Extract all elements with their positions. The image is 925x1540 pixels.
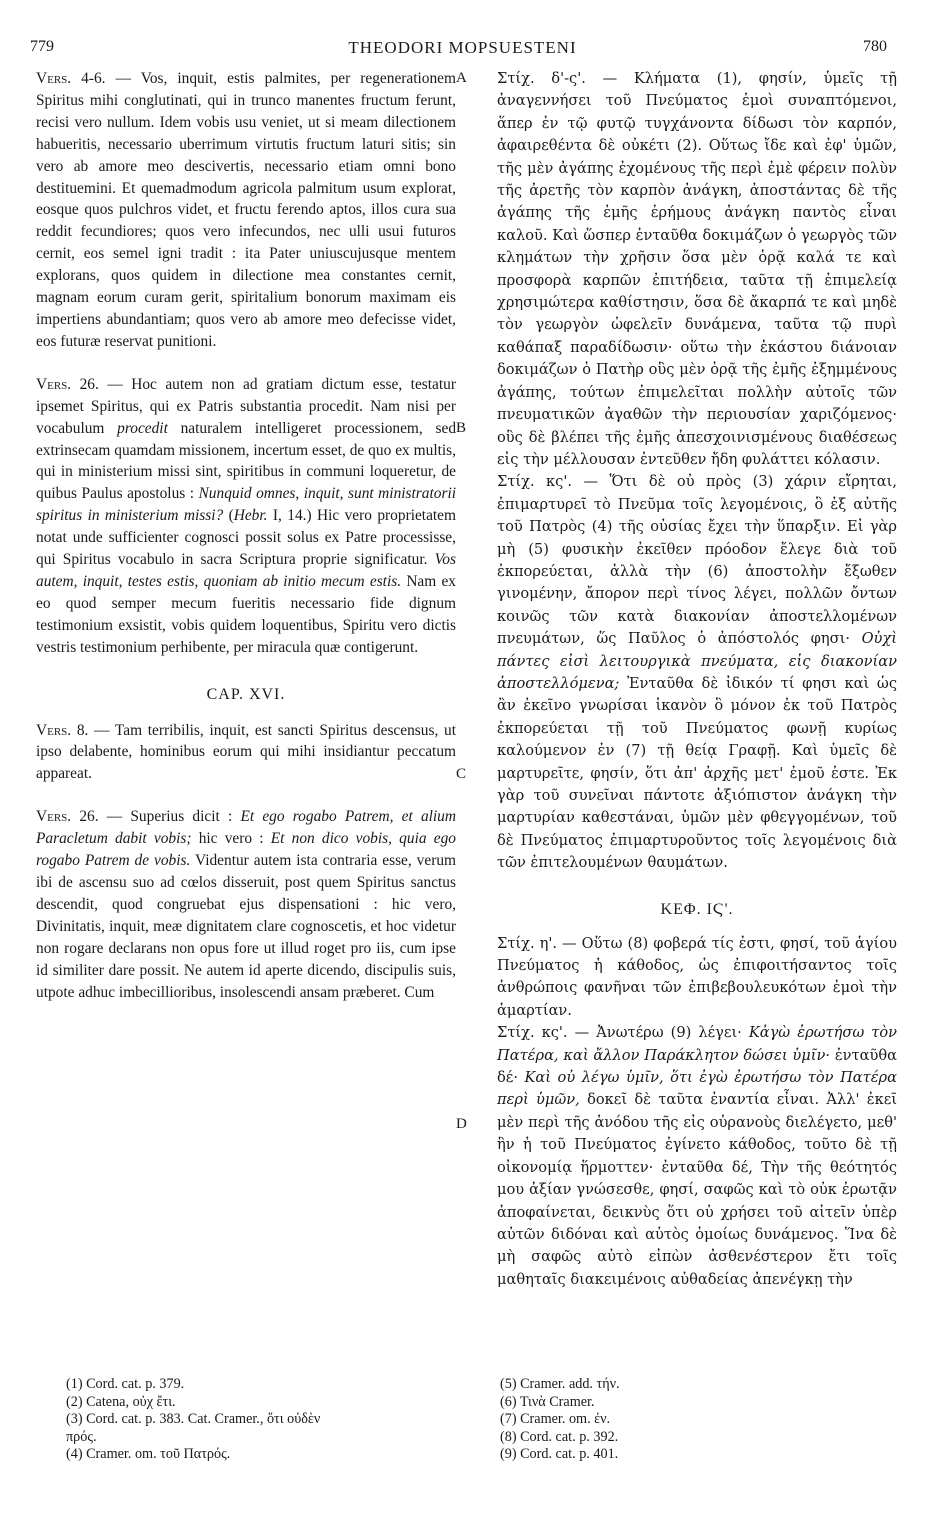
margin-marker-b: B (456, 420, 467, 436)
latin-paragraph-2 (36, 374, 456, 659)
scripture-quote: Κἀγὼ ἐρωτήσω τὸν Πατέρα, καὶ ἄλλον Παράκλητον δώσει ὑμῖν· (497, 1024, 897, 1064)
paragraph-text: Στίχ. κς'. — Ὅτι δὲ οὐ πρὸς (3) χάριν εἴρηται, ἐπιμαρτυρεῖ τὸ Πνεῦμα τοῖς λεγομένοις, ὃ ἐξ αὐτῆς τοῦ Πατρὸς (4) τῆς οὐσίας ἔχει τὴν ὕπαρξιν. Εἰ γὰρ μὴ (5) φυσικὴν ἐκεῖθεν πρόοδον ἔλεγε διὰ τοῦ ἐκπορεύεται, ἀλλὰ τὴν (6) ἀποστολὴν ἔξωθεν γινομένην, ἄπορον περὶ τίνος λέγει, πολλῶν ὄντων κοινῶς τῶν κατὰ διακονίαν ἀποστελλομένων πνευμάτων, ὥς Παῦλος ὁ ἀπόστολός φησι· (497, 473, 897, 648)
paragraph-text: Nam ex eo quod semper mecum fueritis necessario fide dignum testimonium exsistit, vobis quidem loquentibus, Spiritu vero dictis vestris testimonium perhibente, per miracula quæ contigerunt. (36, 572, 456, 656)
footnote: (2) Catena, οὐχ ἔτι. (66, 1393, 176, 1410)
footnote: (6) Τινὰ Cramer. (500, 1393, 595, 1410)
paragraph-text: Στίχ. κς'. — Ἀνωτέρω (9) λέγει· (497, 1024, 749, 1042)
paragraph-text: Videntur autem ista contraria esse, verum ibi de ascensu suo ad cœlos disseruit, post quem Spiritus sanctus descendit, quod congruebat ejus dispensationi : hic vero, Divinitatis, inquit, meæ dignitatem clare cognoscetis, et hoc videtur non rogare declarans non opus fore ut illud roget pro iis, cum ipse id similiter dare possit. Ne autem id aperte dicendo, discipulis suis, utpote adhuc imbecillioribus, insolescendi ansam præberet. Cum (36, 852, 456, 1001)
paragraph-text: Ἐνταῦθα δὲ ἰδικόν τί φησι καὶ ὡς ἂν ἐκεῖνο γνωρίσαι ἱκανὸν ὃ μόνον ἐκ τοῦ Πατρὸς ἐκπορεύεται τῇ τοῦ Πνεύματος φωνῇ κυρίως καλούμενον ἐν (7) τῇ θείᾳ Γραφῇ. Καὶ ὑμεῖς δὲ μαρτυρεῖτε, φησίν, ὅτι ἀπ' ἀρχῆς μετ' ἐμοῦ ἐστε. Ἐκ γὰρ τοῦ συνεῖναι πάντοτε ἀξιόπιστον ἀνάγκη τὴν μαρτυρίαν καθεστάναι, ὑμῶν μὲν φθεγγομένων, τοῦ δὲ Πνεύματος ἐπιμαρτυροῦντος τοῖς λεγομένοις διὰ τῶν ἐπιτελουμένων θαυμάτων. (497, 674, 897, 872)
footnote: (3) Cord. cat. p. 383. Cat. Cramer., ὅτι οὐδὲν (66, 1411, 321, 1427)
footnote: (7) Cramer. om. ἐν. (500, 1411, 611, 1427)
footnote: (5) Cramer. add. τήν. (500, 1376, 620, 1392)
paragraph-text: — Hoc autem non ad gratiam dictum esse, testatur ipsemet Spiritus, qui ex Patris substantia procedit. Nam nisi per vocabulum (36, 375, 456, 437)
paragraph-text: δοκεῖ δὲ ταῦτα ἐναντία εἶναι. Ἀλλ' ἐκεῖ μὲν περὶ τῆς ἀνόδου τῆς εἰς οὐρανοὺς διελέγετο, μεθ' ἣν ἡ τοῦ Πνεύματος ἐγίνετο κάθοδος, τοῦτο δὲ τῇ οἰκονομίᾳ ἥρμοττεν· ἐνταῦθα δέ, Τὴν τῆς θεότητός μου ἀξίαν γνώσεσθε, φησί, σαφῶς καὶ τὸ οὐκ ἐρωτᾷν ἀποφαίνεται, δεικνὺς ὅτι οὐ χρήσει τοῦ αἰτεῖν ὑπὲρ αὐτῶν διδόναι καὶ αὐτὸς ὁμοίως δυνάμενος. Ἵνα δὲ μὴ σαφῶς αὐτὸ εἰπὼν ἀσθενέστερον ἔτι τοῖς μαθηταῖς διακειμένοις αὐθαδείας ἀπενέγκῃ τὴν (497, 1091, 897, 1288)
paragraph-text: naturalem intelligeret processionem, sed extrinsecam quamdam missionem, incertum esset, de quo ex multis, qui in ministerium missi sint, spiritibus in communi loqueretur, de quibus Paulus apostolus : (36, 419, 457, 503)
scripture-quote: Οὐχὶ πάντες εἰσὶ λειτουργικὰ πνεύματα, εἰς διακονίαν ἀποστελλόμενα; (497, 630, 897, 692)
latin-paragraph-1 (36, 68, 456, 353)
right-page-number: 780 (863, 38, 887, 55)
paragraph-text: ἐνταῦθα δέ· (497, 1046, 897, 1087)
italic-word: procedit (117, 419, 168, 437)
paragraph-text: hic vero : (191, 830, 271, 848)
scripture-quote: Vos autem, inquit, testes estis, quoniam ab initio mecum estis. (36, 551, 456, 590)
greek-paragraph-4 (497, 1022, 897, 1291)
scripture-quote: Et non dico vobis, quia ego rogabo Patrem de vobis. (36, 830, 456, 870)
footnote-continuation: πρός. (66, 1428, 97, 1445)
running-title: THEODORI MOPSUESTENI (348, 38, 577, 57)
footnote: (9) Cord. cat. p. 401. (500, 1446, 619, 1462)
running-header (0, 34, 925, 64)
left-page-number: 779 (30, 38, 54, 55)
footnotes-left (66, 1376, 466, 1464)
verse-ref: Vers. 4-6. (36, 70, 106, 87)
paragraph-text: — Vos, inquit, estis palmites, per regenerationem Spiritus mihi conglutinati, qui in trunco manentes fructum ferunt, recisi vero nullum. Idem vobis usu veniet, ut si meam dilectionem habueritis, necessario uberrimum virtutis fructum laturi sitis; sin vero ab amore meo descivertis, necessario etiam omni bono destituemini. Et quemadmodum agricola palmitum usum explorat, eosque quos pulchros videt, et fructu ferendo aptos, illos cura sua reddit fecundiores; quos vero infecundos, nec ulli usui futuros cernit, eos semel igni tradit : ita Pater uniuscujusque mentem explorans, quos quidem in dilectione mea constantes cernit, magnam eorum curam gerit, spiritalium bonorum maximam eis impertiens abundantiam; quos vero ab amore meo defecisse videt, eos futuræ reservat punitioni. (36, 70, 456, 350)
greek-paragraph-3: Στίχ. η'. — Οὕτω (8) φοβερά τίς ἐστι, φησί, τοῦ ἁγίου Πνεύματος ἡ κάθοδος, ὡς ἐπιφοιτήσαντος τοῖς ἀνθρώποις φανῆναι τῶν ἐπιβεβουλευκότων ἐμοὶ τὴν ἁμαρτίαν. (497, 934, 897, 1019)
chapter-heading-greek: ΚΕΦ. ΙϚ'. (660, 900, 734, 918)
scripture-quote: Καὶ οὐ λέγω ὑμῖν, ὅτι ἐγὼ ἐρωτήσω τὸν Πατέρα περὶ ὑμῶν, (497, 1069, 897, 1109)
latin-paragraph-3 (36, 720, 456, 786)
verse-ref: Vers. 26. (36, 808, 99, 826)
latin-column (36, 68, 456, 1003)
greek-paragraph-2 (497, 471, 897, 874)
margin-marker-c: C (456, 766, 467, 782)
footnote: (4) Cramer. om. τοῦ Πατρός. (66, 1446, 231, 1462)
greek-column (497, 68, 897, 1291)
scripture-quote: Et ego rogabo Patrem, et alium Paracletum dabit vobis; (36, 808, 456, 848)
footnote: (8) Cord. cat. p. 392. (500, 1428, 619, 1445)
scripture-quote: Nunquid omnes, inquit, sunt ministratorii spiritus in ministerium missi? (36, 485, 457, 525)
paragraph-text: — Tam terribilis, inquit, est sancti Spiritus descensus, ut ipso delabente, hominibus eorum qui mihi insidiantur peccatum appareat. (36, 721, 456, 783)
greek-paragraph-1: Στίχ. δ'-ς'. — Κλήματα (1), φησίν, ὑμεῖς τῇ ἀναγεννήσει τοῦ Πνεύματος ἐμοὶ συναπτόμενοι, ἅπερ ἐν τῷ φυτῷ τυγχάνοντα δίδωσι τὸν καρπόν, ἀφαιρεθέντα δὲ οὐκέτι (2). Οὕτως ἴδε καὶ ἐφ' ὑμῶν, τῆς μὲν ἀγάπης ἐχομένους τῆς περὶ ἐμὲ φέρειν πολὺν τῆς ἀρετῆς τὸν καρπὸν ἀνάγκη, ἀποστάντας δὲ τῆς ἀγάπης τῆς ἐμῆς ἐρήμους ἀνάγκη παντὸς εἶναι καλοῦ. Καὶ ὥσπερ ἐνταῦθα δοκιμάζων ὁ γεωργὸς τῶν κλημάτων τὴν χρῆσιν ὅσα μὲν ὁρᾷ καλά τε καὶ προσφορὰ καρπῶν ἐπιτήδεια, ταῦτα τῇ ἐπιμελείᾳ χρησιμώτερα καθίστησιν, ὅσα δὲ ἄκαρπά τε καὶ μηδὲ τὸν γεωργὸν ὠφελεῖν δυνάμενα, ταῦτα τῷ πυρὶ καθάπαξ παραδίδωσιν· οὕτω τὴν ἑκάστου διάνοιαν δοκιμάζων ὁ Πατὴρ οὓς μὲν ὁρᾷ τῆς ἐμῆς ἐξημμένους ἀγάπης, τούτων ἐπιμελεῖται πολλὴν αὐτοῖς τῶν πνευματικῶν ἀγαθῶν τὴν περιουσίαν χαριζόμενος· οὓς δὲ βλέπει τῆς ἐμῆς ἀπεσχοινισμένους διαθέσεως εἰς τὴν μέλλουσαν ἐντεῦθεν ἤδη φυλάττει κόλασιν. (497, 70, 897, 468)
latin-paragraph-4 (36, 806, 456, 1003)
margin-marker-a: A (456, 70, 467, 86)
paragraph-text: — Superius dicit : (106, 808, 241, 826)
citation: Hebr. (233, 507, 268, 525)
footnote: (1) Cord. cat. p. 379. (66, 1376, 185, 1392)
paragraph-text: I, 14.) Hic vero proprietatem notat unde sufficienter cognosci possit solus ex Patre processisse, qui Spiritus vocabulo in sacra Scriptura proprie significatur. (36, 507, 456, 569)
footnotes-right (500, 1376, 880, 1464)
verse-ref: Vers. 8. (36, 721, 89, 739)
paragraph-text: ( (223, 507, 234, 525)
chapter-heading-latin: CAP. XVI. (206, 685, 286, 703)
margin-marker-d: D (456, 1116, 467, 1132)
verse-ref: Vers. 26. (36, 375, 99, 393)
